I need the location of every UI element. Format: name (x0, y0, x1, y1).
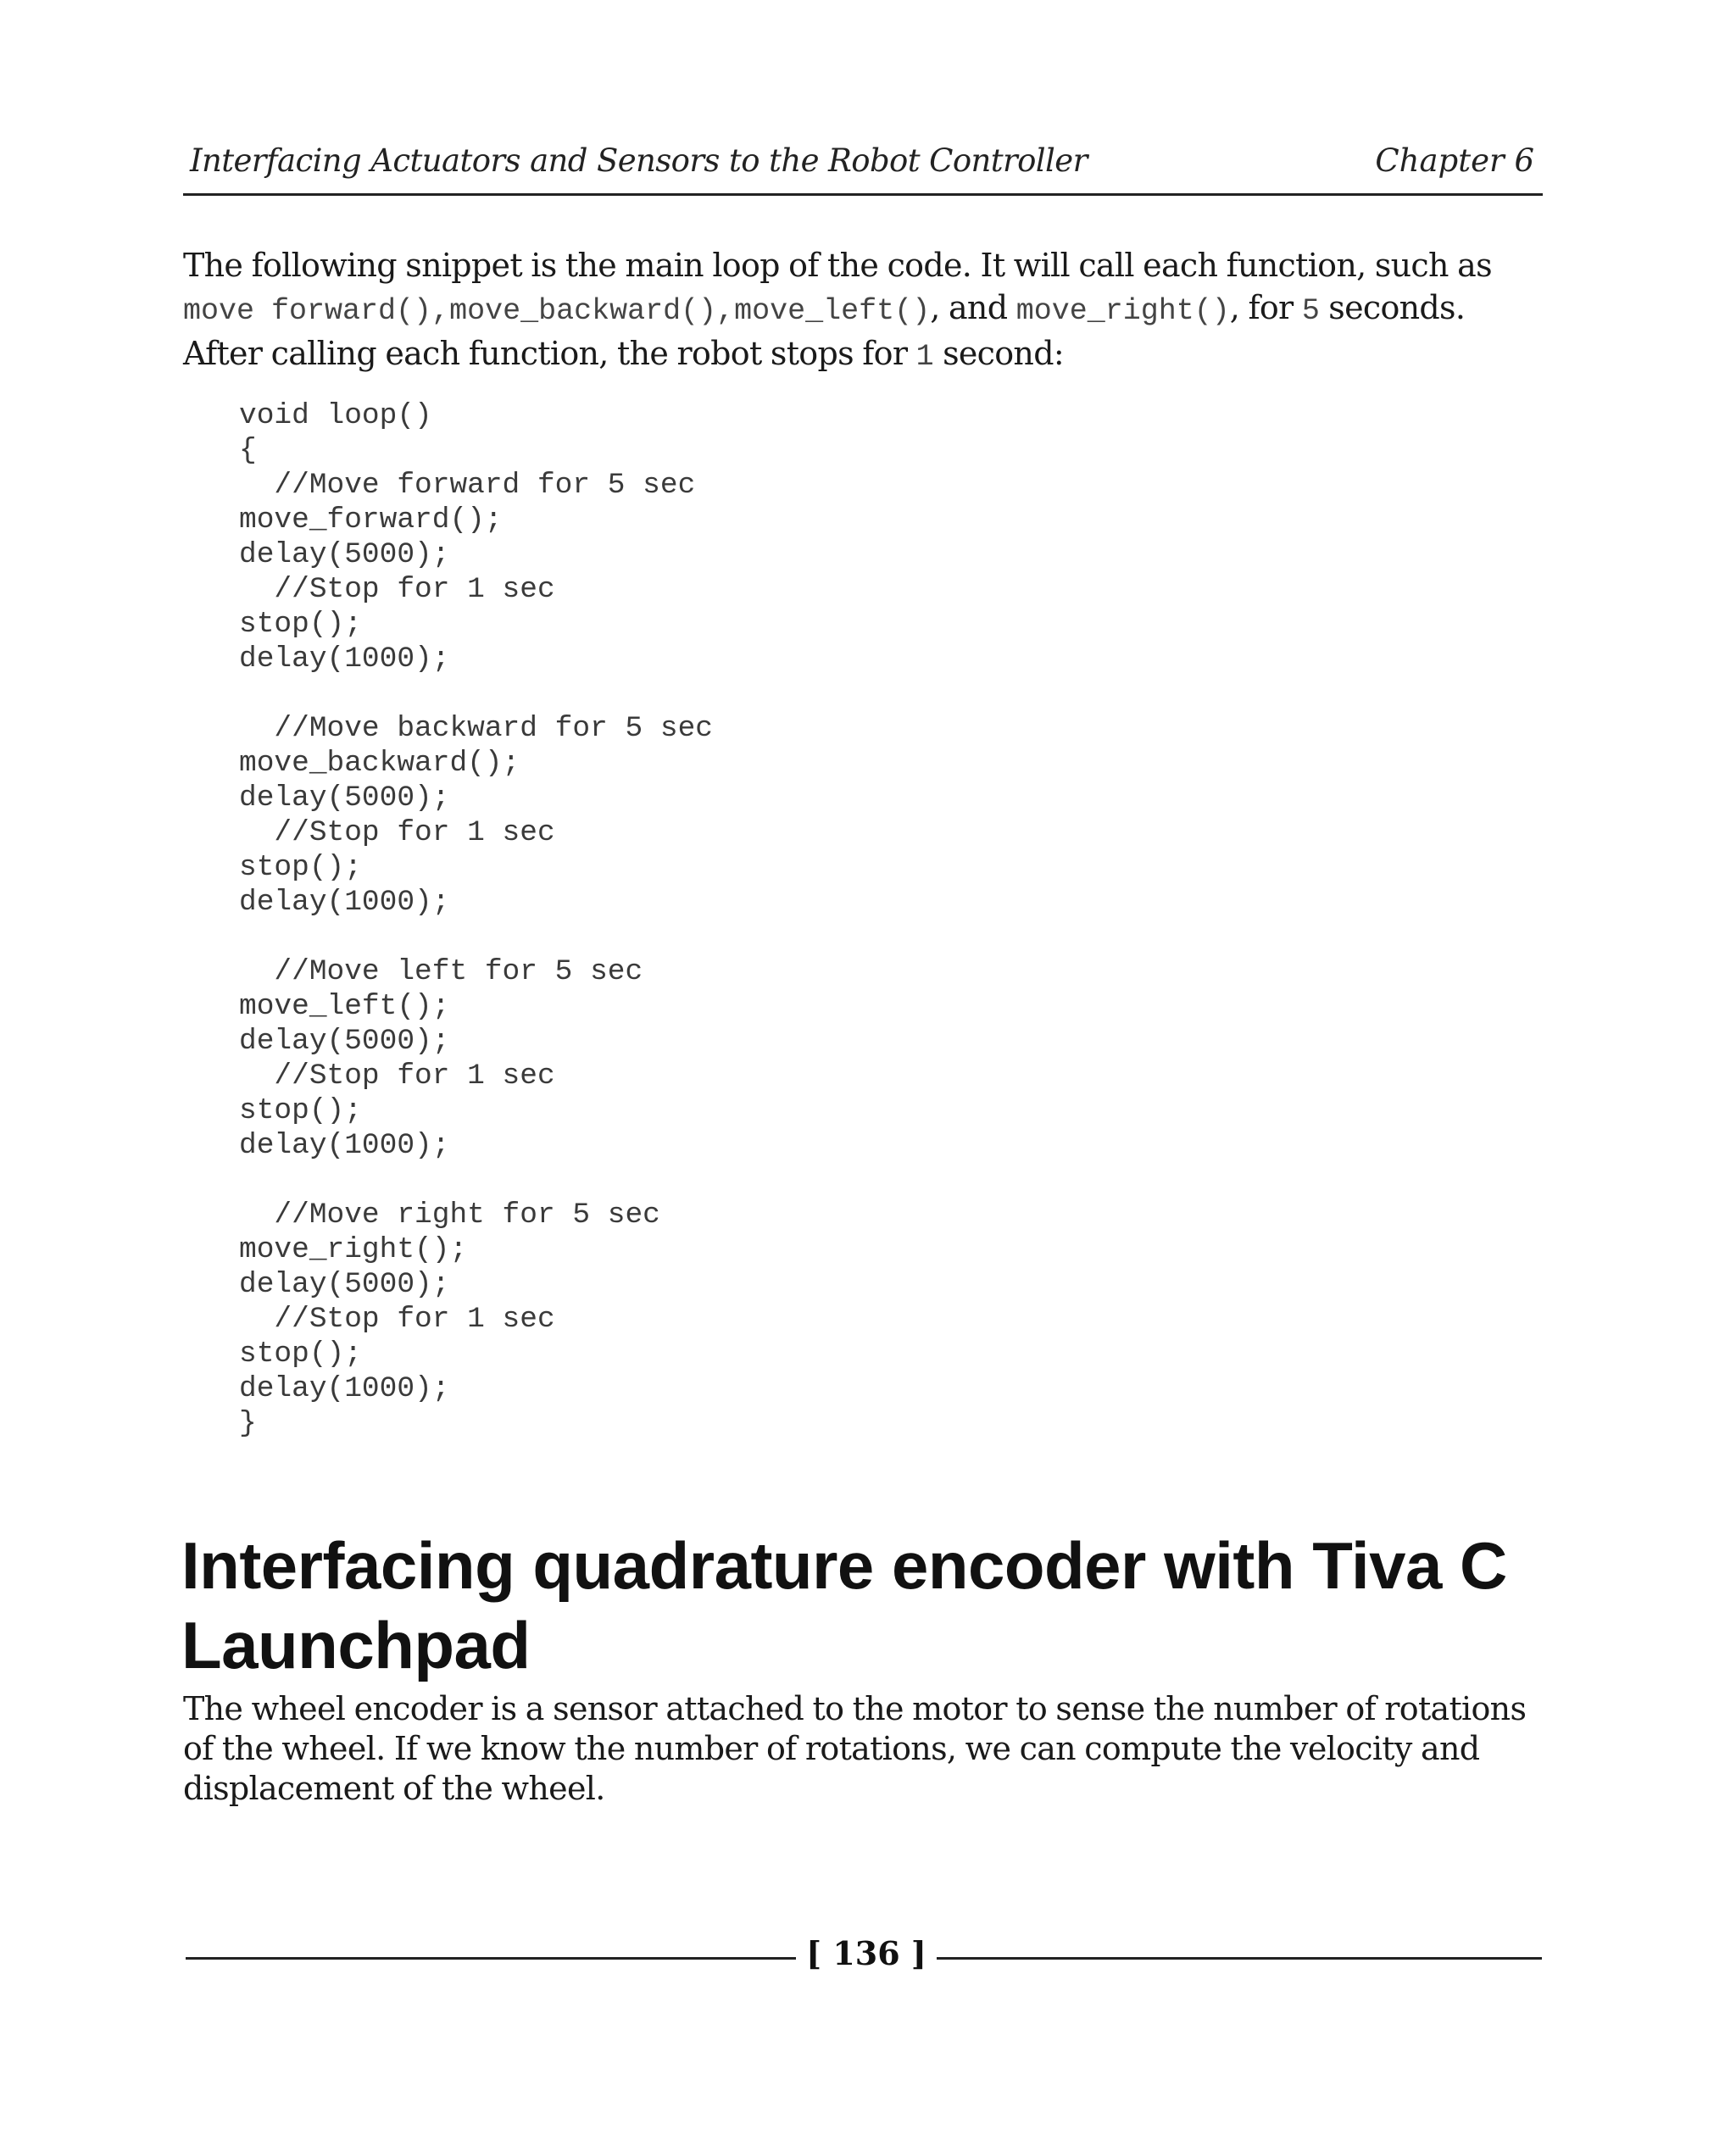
code-line: delay(5000); (239, 781, 450, 815)
intro-text-1: The following snippet is the main loop of the code. It will call each function, such as (183, 247, 1492, 284)
inline-code-one: 1 (915, 340, 934, 374)
code-line: stop(); (239, 1094, 362, 1127)
code-line: //Stop for 1 sec (239, 1303, 555, 1336)
intro-text-and: , and (930, 289, 1016, 326)
chapter-title: Interfacing Actuators and Sensors to the Robot Controller (190, 142, 1088, 179)
code-line: move_left(); (239, 990, 450, 1023)
intro-text-2: seconds. After calling each function, the robot stops for (183, 289, 1466, 372)
inline-code-five: 5 (1301, 294, 1320, 328)
code-line: stop(); (239, 851, 362, 884)
inline-code-move-forward: move forward() (183, 294, 432, 328)
code-line: delay(1000); (239, 642, 450, 676)
code-line: delay(5000); (239, 1268, 450, 1301)
code-line: { (239, 434, 257, 467)
intro-paragraph (183, 244, 1543, 378)
code-line: move_right(); (239, 1233, 468, 1266)
code-line: delay(5000); (239, 1025, 450, 1058)
footer-rule-right (937, 1957, 1542, 1960)
code-line: void loop() (239, 399, 432, 432)
code-block (239, 398, 713, 1441)
section-heading: Interfacing quadrature encoder with Tiva C Launchpad (181, 1528, 1507, 1682)
code-line: stop(); (239, 608, 362, 641)
inline-code-move-right: move_right() (1015, 294, 1230, 328)
code-line: //Move left for 5 sec (239, 955, 643, 988)
inline-code-move-backward: move_backward() (449, 294, 717, 328)
code-line: delay(1000); (239, 1372, 450, 1405)
code-line: stop(); (239, 1337, 362, 1371)
inline-code-separator: , (716, 294, 735, 328)
chapter-number: Chapter 6 (1375, 142, 1534, 179)
intro-text-for: , for (1229, 289, 1302, 326)
code-line: //Move backward for 5 sec (239, 712, 713, 745)
page-number: [ 136 ] (806, 1934, 926, 1972)
section-paragraph: The wheel encoder is a sensor attached to the motor to sense the number of rotations of the wheel. If we know the number of rotations, we can compute the velocity and displacement of the wheel. (183, 1690, 1527, 1807)
code-line: move_backward(); (239, 747, 520, 780)
code-line: delay(1000); (239, 1129, 450, 1162)
code-line: delay(1000); (239, 886, 450, 919)
inline-code-move-left: move_left() (734, 294, 931, 328)
code-line: //Stop for 1 sec (239, 573, 555, 606)
intro-text-3: second: (933, 335, 1064, 372)
code-line: } (239, 1407, 257, 1440)
running-header (183, 142, 1543, 196)
footer-rule-left (186, 1957, 796, 1960)
code-line: //Move forward for 5 sec (239, 469, 696, 502)
code-line: move_forward(); (239, 503, 503, 537)
inline-code-separator: , (431, 294, 450, 328)
code-line: //Stop for 1 sec (239, 1059, 555, 1093)
code-line: delay(5000); (239, 538, 450, 571)
code-line: //Move right for 5 sec (239, 1198, 660, 1232)
code-line: //Stop for 1 sec (239, 816, 555, 849)
